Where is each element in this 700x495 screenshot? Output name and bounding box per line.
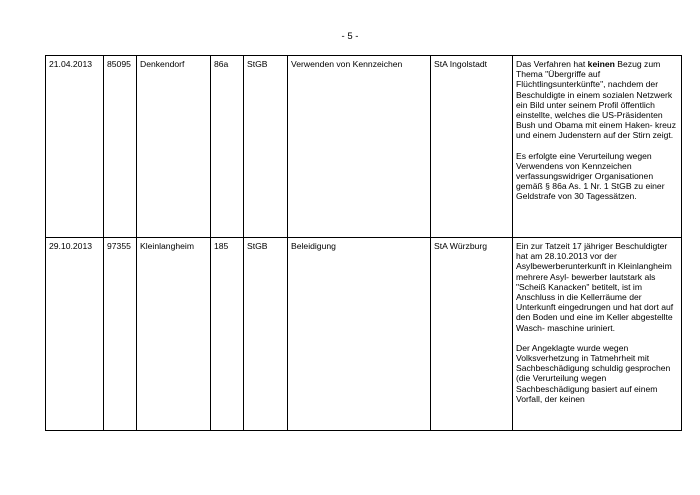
zip-cell: 97355 <box>104 238 137 431</box>
place-cell: Kleinlangheim <box>137 238 211 431</box>
description-paragraph: Ein zur Tatzeit 17 jähriger Beschuldigter hat am 28.10.2013 vor der Asylbewerberunterkunft in Kleinlangheim mehrere Asyl- bewerber lautstark als "Scheiß Kanacken" betitelt, ist im Anschluss in die Kellerräume der Unterkunft eingedrungen und hat dort auf den Boden und eine im Keller abgestellte Wasch- maschine uriniert. <box>516 241 674 333</box>
description-text: Das Verfahren hat <box>516 59 588 69</box>
offense-cell: Verwenden von Kennzeichen <box>288 56 431 238</box>
offense-cell: Beleidigung <box>288 238 431 431</box>
place-cell: Denkendorf <box>137 56 211 238</box>
table-row <box>46 238 682 431</box>
section-cell: 86a <box>211 56 244 238</box>
description-paragraph: Der Angeklagte wurde wegen Volksverhetzung in Tatmehrheit mit Sachbeschädigung schuldig gesprochen (die Verurteilung wegen Sachbeschädigung basiert auf einem Vorfall, der keinen <box>516 342 671 404</box>
description-paragraph <box>516 59 678 141</box>
code-cell: StGB <box>244 238 288 431</box>
description-cell <box>513 238 682 431</box>
description-paragraph: Es erfolgte eine Verurteilung wegen Verwendens von Kennzeichen verfassungswidriger Organisationen gemäß § 86a As. 1 Nr. 1 StGB zu einer Geldstrafe von 30 Tagessätzen. <box>516 150 665 202</box>
section-cell: 185 <box>211 238 244 431</box>
authority-cell: StA Würzburg <box>431 238 513 431</box>
zip-cell: 85095 <box>104 56 137 238</box>
description-emphasis: keinen <box>587 59 615 69</box>
description-cell <box>513 56 682 238</box>
code-cell: StGB <box>244 56 288 238</box>
page-number: - 5 - <box>341 31 359 42</box>
date-cell: 29.10.2013 <box>46 238 104 431</box>
records-table <box>45 55 682 431</box>
authority-cell: StA Ingolstadt <box>431 56 513 238</box>
table-row <box>46 56 682 238</box>
description-text: Bezug zum Thema "Übergriffe auf Flüchtlingsunterkünfte", nachdem der Beschuldigte in einem sozialen Netzwerk ein Bild unter seinem Profil öffentlich einstellte, welches die US-Präsidenten Bush und Obama mit einem Haken- kreuz und einem Judenstern auf der Stirn zeigt. <box>516 59 677 141</box>
date-cell: 21.04.2013 <box>46 56 104 238</box>
